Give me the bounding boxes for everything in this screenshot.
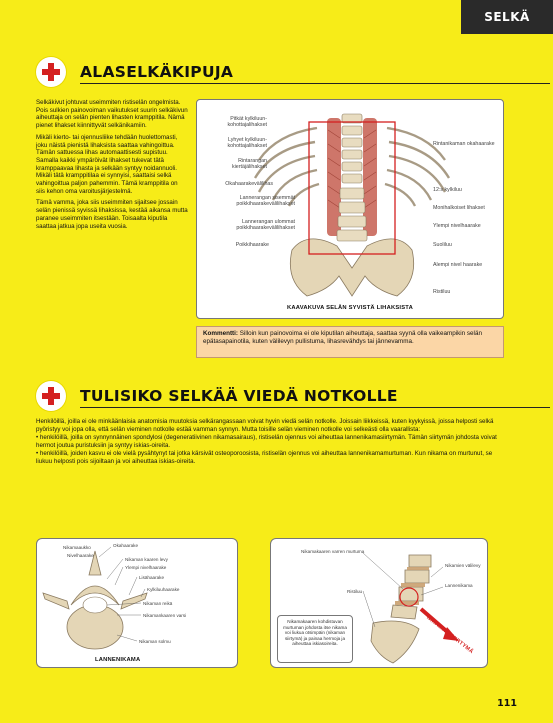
label-lumbar-vertebra: Lannenikama: [445, 583, 473, 588]
paragraph: Henkilöillä, joilla ei ole minkäänlaisia anatomisia muutoksia selkärangassaan voivat hyvin viedä selän notkolle. Joissain liikkeissä, kuten kyykyissä, joissa helposti selkä pyöristyy voi jopa olla, että selän vieminen notkolle estää vamman synnyn. Mutta toisille selän vieminen notkolle voi selkeästi olla vaarallista:: [36, 418, 494, 433]
red-cross-icon: [36, 381, 66, 411]
label-lumbar-outer-intertransversarii: Lannerangan ulommat poikkihaarakevälilihakset: [236, 219, 295, 231]
label-lamina: Nikaman kaaren levy: [125, 557, 168, 562]
lumbar-vertebra-figure: [36, 538, 238, 668]
comment-label: Kommentti:: [203, 330, 238, 337]
slip-arrow-label: NIKAMAN SIIRTYMÄ: [425, 615, 475, 656]
label-intervertebral-disc: Nikamien välilevy: [445, 563, 481, 568]
spondylolisthesis-figure: [270, 538, 488, 668]
paragraph: Tämä vamma, joka siis useimmiten sijaitsee jossain selän pienissä syvissä lihaksissa, kestää aikansa mutta paranee useimmiten itsestään. Toisaalta kiputila saattaa jatkua jopa useita vuosia.: [36, 199, 188, 230]
label-spinous-process: Okahaarake: [113, 543, 139, 548]
comment-text: Silloin kun painovoima ei ole kiputilan aiheuttaja, saattaa syynä olla vaikeampikin selän epätasapainotila, kuten välilevyn pullistuma, lihasrevähdys tai jännevamma.: [203, 330, 482, 345]
label-transverse-process: Poikkihaarake: [235, 242, 269, 248]
section2-body: [36, 418, 506, 466]
label-12th-rib: 12:s kylkiluu: [433, 187, 462, 193]
label-ilium: Suoliluu: [433, 242, 452, 248]
red-cross-icon: [36, 57, 66, 87]
label-superior-articular-process: Ylempi nivelhaarake: [433, 223, 481, 229]
label-thoracic-spinous-process: Rintanikaman okahaarake: [433, 141, 495, 147]
label-pars-fracture: Nikamakaaren varren murtuma: [301, 549, 365, 554]
label-vertebral-body: Nikaman solmu: [139, 639, 171, 644]
paragraph: Mikäli kierto- tai ojennusliike tehdään huolettomasti, joku näistä pienistä lihaksista saattaa vahingoittua. Tämän sattuessa lihas automaattisesti supistuu. Samalla kaikki ympäröivät lihakset tukevat tätä kramppaavaa lihasta ja selkään syntyy noidannuoli. Mikäli tätä kramppitilaa ei synnyisi, saattaisi selkä vahingoittua paljon pahemmin. Tämä kramppitila on siis kehon oma varoitusjärjestelmä.: [36, 133, 178, 195]
label-articular-process: Nivelhaarake: [67, 553, 94, 558]
label-short-rib-levators: Lyhyet kylkiluun-kohottajalihakset: [227, 137, 267, 149]
bullet-item: • henkilöillä, joilla on synnynnäinen spondylosi (degeneratiivinen nikamasairaus), ristiselän ojennus voi aiheuttaa lannenikamasiirtymän. Tämän siirtymän johdosta voivat hermot joutua puristuksiin ja syntyy iskias-oireita.: [36, 434, 497, 449]
label-superior-articular-process: Ylempi nivelhaarake: [125, 565, 167, 570]
figure-caption: LANNENIKAMA: [95, 657, 141, 663]
label-accessory-process: Lisähaarake: [139, 575, 165, 580]
label-costal-process: Kylkiluuhaarake: [147, 587, 180, 592]
label-multifidus: Monihalkoiset lihakset: [433, 205, 485, 211]
section1-body: [36, 99, 188, 234]
label-sacrum: Ristiluu: [347, 589, 363, 594]
deep-back-muscles-figure: [196, 99, 504, 319]
label-sacrum: Ristiluu: [433, 289, 451, 295]
label-thoracic-rotators: Rintarangan kiertäjälihakset: [231, 158, 267, 170]
section2-title: TULISIKO SELKÄÄ VIEDÄ NOTKOLLE: [80, 387, 398, 405]
page-number: 111: [497, 698, 517, 709]
comment-box: [196, 326, 504, 358]
section1-title: ALASELKÄKIPUJA: [80, 63, 234, 81]
fracture-note: Nikamakaaren kohdistuvan murtuman johdosta itse nikama voi liukua otsimpäin (nikaman siirtymä) ja painaa hermoja ja aiheuttaa iskiasoireita.: [277, 615, 353, 663]
section2-divider: [80, 407, 550, 408]
label-vertebral-foramen: Nikamaaukko: [63, 545, 91, 550]
label-inferior-articular-process: Alempi nivel haarake: [433, 262, 483, 268]
bullet-item: • henkilöillä, joiden kasvu ei ole vielä pysähtynyt tai jotka kärsivät osteoporoosista, ristiselän ojennus voi aiheuttaa lannenikamamurtuman. Kun nikama on murtunut, se liukuu helposti pois sijoiltaan ja voi aiheuttaa iskias-oireita.: [36, 450, 493, 465]
section1-divider: [80, 83, 550, 84]
section-tab: SELKÄ: [461, 0, 553, 34]
figure-caption: KAAVAKUVA SELÄN SYVISTÄ LIHAKSISTA: [287, 305, 413, 311]
label-lumbar-inner-intertransversarii: Lannerangan sisemmät poikkihaarakevälilihakset: [236, 195, 295, 207]
label-interspinalis: Okahaarakevälilihas: [225, 181, 273, 187]
label-long-rib-levators: Pitkät kylkiluun-kohottajalihakset: [227, 116, 267, 128]
label-pedicle: Nikamankaaren varsi: [143, 613, 187, 618]
label-vertebral-foramen-hole: Nikaman reikä: [143, 601, 173, 606]
paragraph: Selkäkivut johtuvat useimmiten ristiselän ongelmista. Pois sulkien painovoiman vaikutukset suurin selkäkivun aiheuttaja on selän pienten lihasten kramppitila. Nämä pienet lihakset kiinnittyvät selkänikamiin.: [36, 99, 188, 130]
